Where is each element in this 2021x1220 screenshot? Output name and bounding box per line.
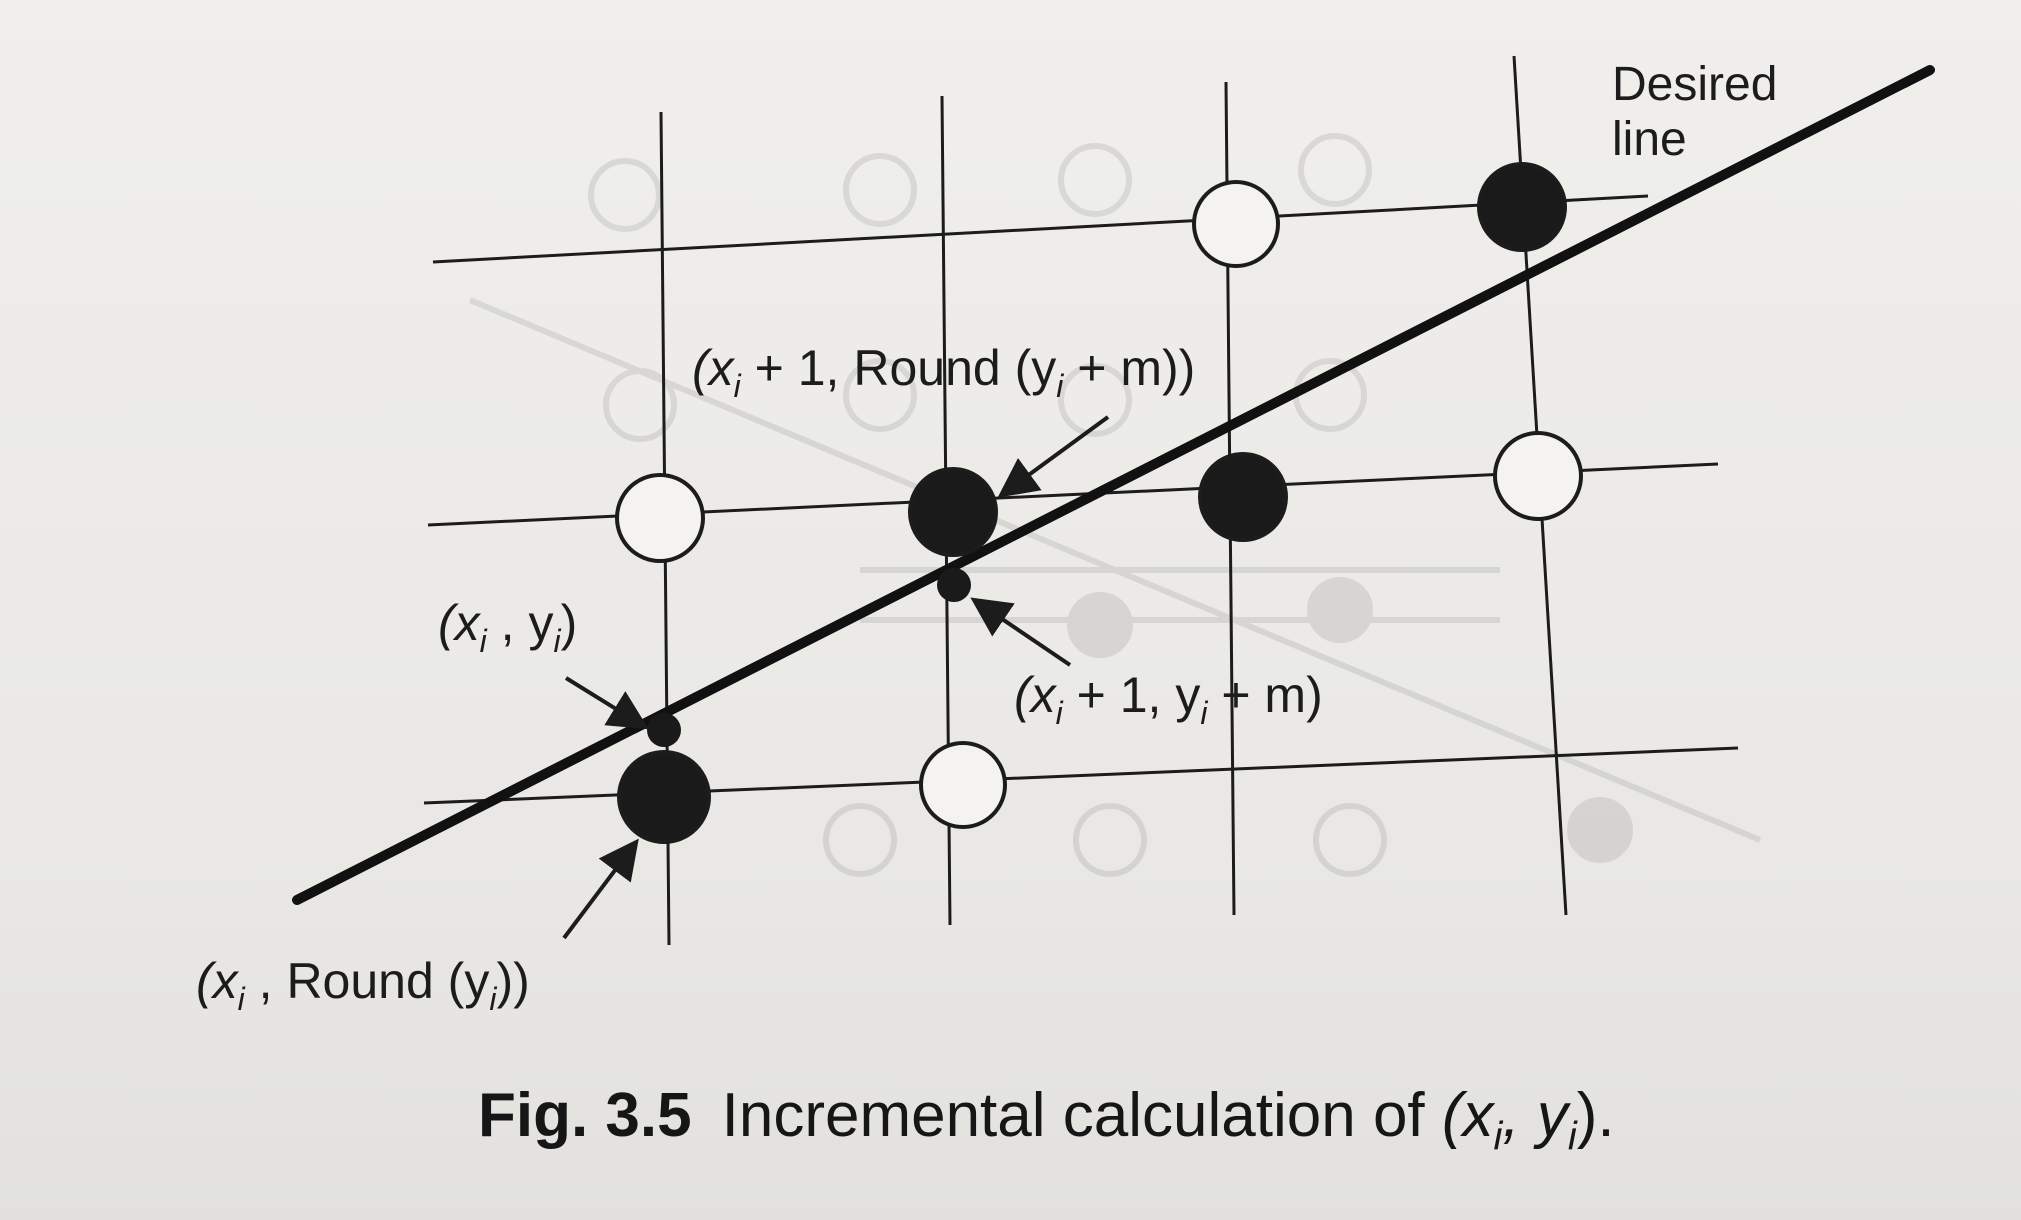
label-current-point-mid: , y (486, 595, 554, 651)
label-current-point-pre: (x (438, 595, 480, 651)
caption-math-sub-2: i (1567, 1114, 1577, 1159)
label-upper-point-mid: + 1, Round (y (740, 340, 1057, 396)
label-next-point-pre: (x (1014, 667, 1056, 723)
desired-line-label-1: Desired (1612, 58, 1778, 111)
label-current-point-sub2: i (553, 623, 561, 659)
label-upper-point-sub2: i (1056, 368, 1064, 404)
label-current-point (438, 595, 577, 659)
arrow-to-current-point (566, 678, 642, 725)
pixel-unlit (1194, 182, 1278, 266)
label-next-point-sub2: i (1200, 695, 1208, 731)
figure-number: Fig. 3.5 (478, 1081, 692, 1150)
caption-math-mid: , y (1502, 1081, 1568, 1150)
label-next-point-post: + m) (1207, 667, 1323, 723)
pixel-intensified (1479, 164, 1565, 250)
label-round-point-sub: i (237, 981, 245, 1017)
figure-caption-text: Incremental calculation of (721, 1081, 1425, 1150)
label-current-point-sub: i (479, 623, 487, 659)
label-upper-point (692, 340, 1195, 404)
label-next-point-sub: i (1055, 695, 1063, 731)
caption-math-sub-1: i (1493, 1114, 1503, 1159)
label-round-point-mid: , Round (y (244, 953, 490, 1009)
pixels (617, 164, 1581, 842)
label-round-point-post: )) (496, 953, 530, 1009)
arrow-to-upper-pixel (1004, 417, 1108, 493)
figure-caption (478, 1080, 1615, 1159)
arrow-to-next-point (977, 602, 1070, 665)
label-upper-point-post: + m)) (1063, 340, 1196, 396)
caption-math-close: ). (1576, 1081, 1615, 1150)
label-current-point-post: ) (560, 595, 578, 651)
label-round-point (196, 953, 530, 1017)
desired-line-label-2: line (1612, 113, 1687, 166)
pixel-intensified (1200, 454, 1286, 540)
pixel-unlit (617, 475, 703, 561)
label-upper-point-pre: (x (692, 340, 734, 396)
label-next-point-mid: + 1, y (1062, 667, 1201, 723)
sample-point-current (647, 713, 681, 747)
label-next-point (1014, 667, 1323, 731)
label-upper-point-sub: i (733, 368, 741, 404)
pixel-intensified (910, 469, 996, 555)
label-round-point-sub2: i (489, 981, 497, 1017)
pixel-unlit (1495, 433, 1581, 519)
caption-math-open: (x (1441, 1081, 1494, 1150)
pixel-unlit (921, 743, 1005, 827)
sample-point-next (937, 568, 971, 602)
pixel-intensified (619, 752, 709, 842)
arrow-to-round-pixel (564, 845, 634, 938)
label-round-point-pre: (x (196, 953, 238, 1009)
